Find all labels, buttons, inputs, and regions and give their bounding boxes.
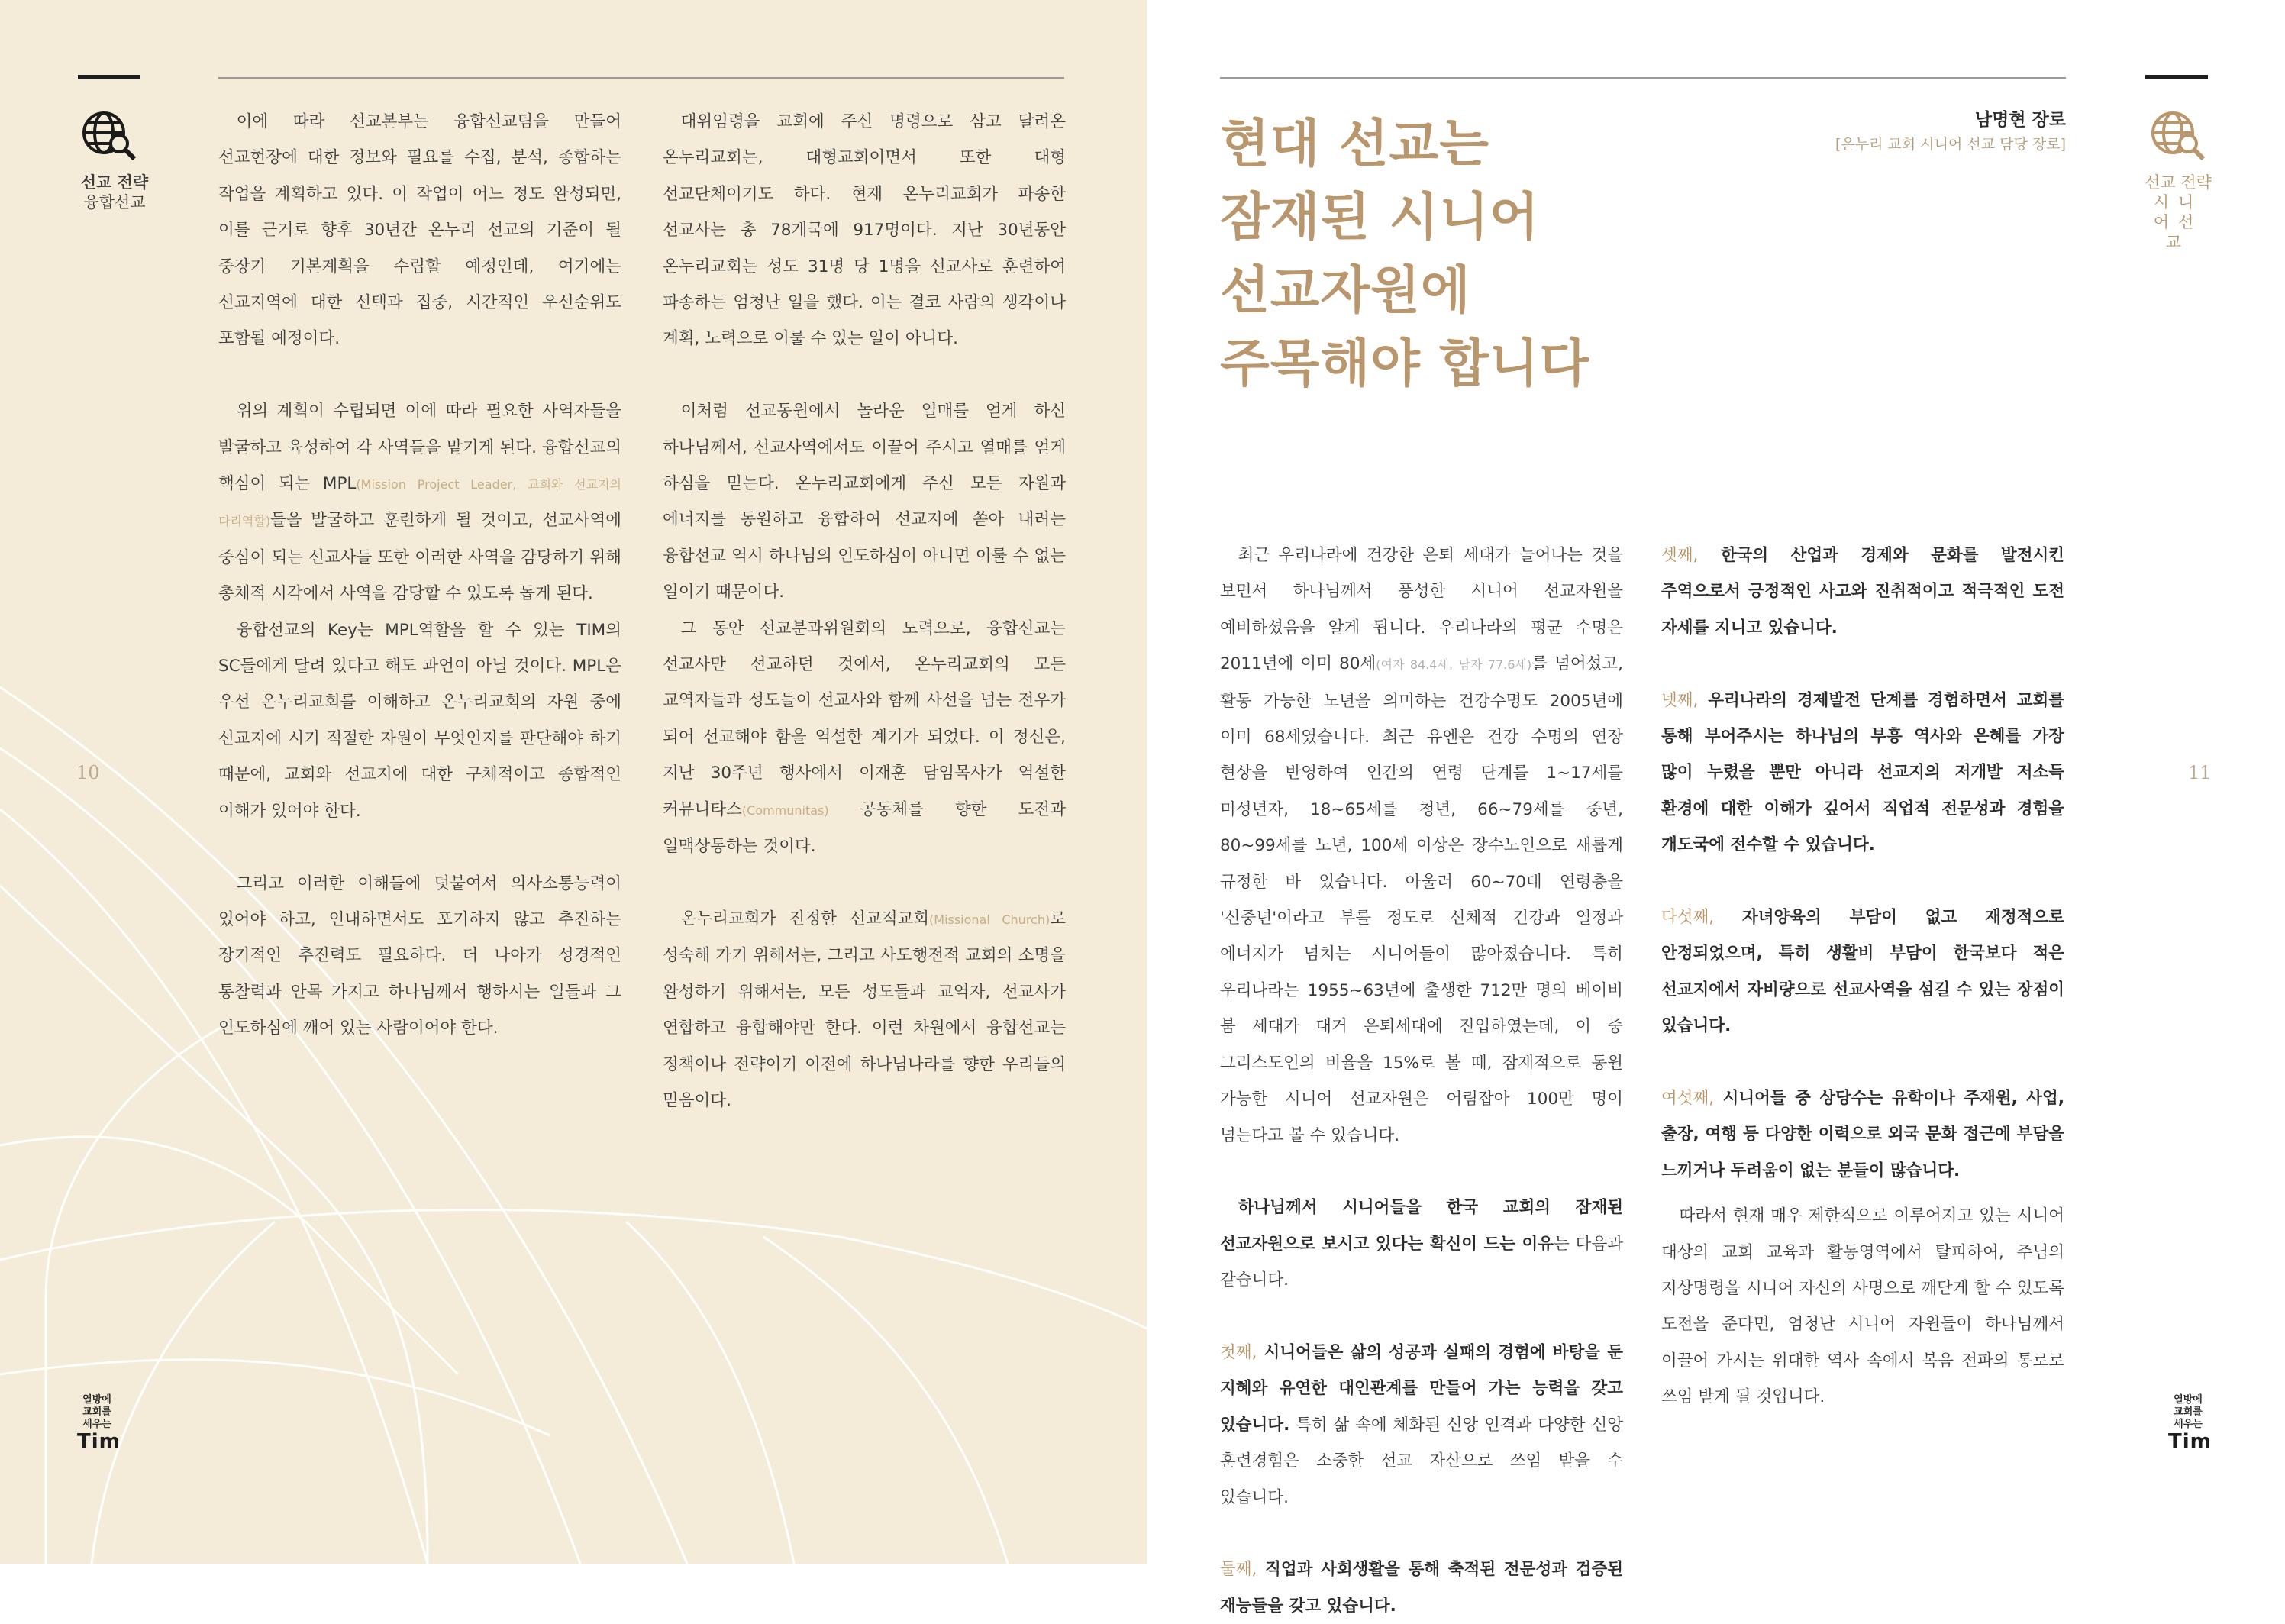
brand-line-2: 교회를 xyxy=(82,1406,111,1418)
paragraph: 이처럼 선교동원에서 놀라운 열매를 얻게 하신 하나님께서, 선교사역에서도 이끌어 주시고 열매를 얻게 하심을 믿는다. 온누리교회에게 주신 모든 자원과 에너지를 동원하고 융합하여 선교지에 쏟아 내려는 융합선교 역시 하나님의 인도하심이 아니면 이룰 수 없는 일이기 때문이다. xyxy=(663,402,1066,602)
headline-line: 현대 선교는 xyxy=(1220,114,1489,173)
author-role: [온누리 교회 시니어 선교 담당 장로] xyxy=(1835,136,2066,153)
brand-line-2: 교회를 xyxy=(2174,1406,2203,1418)
headline-line: 선교자원에 xyxy=(1220,260,1471,320)
paragraph: 따라서 현재 매우 제한적으로 이루어지고 있는 시니어 대상의 교회 교육과 활동영역에서 탈피하여, 주님의 지상명령을 시니어 자신의 사명으로 깨닫게 할 수 있도록 도전을 준다면, 엄청난 시니어 자원들이 하나님께서 이끌어 가시는 위대한 역사 속에서 복음 전파의 통로로 쓰임 받게 될 것입니다. xyxy=(1661,1206,2064,1407)
paragraph: 대위임령을 교회에 주신 명령으로 삼고 달려온 온누리교회는, 대형교회이면서 또한 대형 선교단체이기도 하다. 현재 온누리교회가 파송한 선교사는 총 78개국에 917명이다. 지난 30년동안 온누리교회는 성도 31명 당 1명을 선교사로 훈련하여 파송하는 엄청난 일을 했다. 이는 결코 사람의 생각이나 계획, 노력으로 이룰 수 있는 일이 아니다. xyxy=(663,112,1066,349)
right-column-2 xyxy=(1661,538,2064,1416)
section-title: 선교 전략 xyxy=(2145,173,2212,192)
section-rule xyxy=(2145,75,2208,79)
top-rule xyxy=(1220,77,2066,79)
left-column-1 xyxy=(218,104,621,1047)
brand-line-3: 세우는 xyxy=(2174,1419,2203,1430)
globe-search-icon xyxy=(2148,108,2209,162)
list-item: 첫째, 시니어들은 삶의 성공과 실패의 경험에 바탕을 둔 지혜와 유연한 대인관계를 만들어 가는 능력을 갖고 있습니다. 특히 삶 속에 체화된 신앙 인격과 다양한 신앙 훈련경험은 소중한 선교 자산으로 쓰임 받을 수 있습니다. xyxy=(1220,1342,1623,1507)
paragraph: 이에 따라 선교본부는 융합선교팀을 만들어 선교현장에 대한 정보와 필요를 수집, 분석, 종합하는 작업을 계획하고 있다. 이 작업이 어느 정도 완성되면, 이를 근거로 향후 30년간 온누리 선교의 기준이 될 중장기 기본계획을 수립할 예정인데, 여기에는 선교지역에 대한 선택과 집중, 시간적인 우선순위도 포함될 예정이다. xyxy=(218,112,621,349)
brand-line-1: 열방에 xyxy=(2174,1394,2203,1406)
brand-tim: Tim xyxy=(77,1430,121,1453)
brand-logo xyxy=(77,1394,121,1453)
page-number: 11 xyxy=(2188,762,2212,783)
paragraph: 융합선교의 Key는 MPL역할을 할 수 있는 TIM의 SC들에게 달려 있다고 해도 과언이 아닐 것이다. MPL은 우선 온누리교회를 이해하고 온누리교회의 자원 중에 선교지에 시기 적절한 자원이 무엇인지를 판단해야 하기 때문에, 교회와 선교지에 대한 구체적이고 종합적인 이해가 있어야 한다. xyxy=(218,620,621,821)
section-subtitle: 시니어선교 xyxy=(2153,193,2203,251)
page-number: 10 xyxy=(76,762,100,783)
paragraph: 그 동안 선교분과위원회의 노력으로, 융합선교는 선교사만 선교하던 것에서, 온누리교회의 모든 교역자들과 성도들이 선교사와 함께 사선을 넘는 전우가 되어 선교해야 함을 역설한 계기가 되었다. 이 정신은, 지난 30주년 행사에서 이재훈 담임목사가 역설한 커뮤니타스(Communitas) 공동체를 향한 도전과 일맥상통하는 것이다. xyxy=(663,618,1066,857)
section-subtitle: 융합선교 xyxy=(83,193,146,211)
headline-line: 주목해야 합니다 xyxy=(1220,334,1590,393)
list-item: 셋째, 한국의 산업과 경제와 문화를 발전시킨 주역으로서 긍정적인 사고와 진취적이고 적극적인 도전 자세를 지니고 있습니다. xyxy=(1661,546,2064,638)
brand-line-3: 세우는 xyxy=(82,1419,111,1430)
list-item: 넷째, 우리나라의 경제발전 단계를 경험하면서 교회를 통해 부어주시는 하나님의 부흥 역사와 은혜를 가장 많이 누렸을 뿐만 아니라 선교지의 저개발 저소득 환경에 대한 이해가 깊어서 직업적 전문성과 경험을 개도국에 전수할 수 있습니다. xyxy=(1661,690,2064,855)
list-item: 다섯째, 자녀양육의 부담이 없고 재정적으로 안정되었으며, 특히 생활비 부담이 한국보다 적은 선교지에서 자비량으로 선교사역을 섬길 수 있는 장점이 있습니다. xyxy=(1661,908,2064,1036)
right-page xyxy=(1147,0,2285,1616)
brand-tim: Tim xyxy=(2168,1430,2212,1453)
globe-search-icon xyxy=(79,108,140,162)
headline-line: 잠재된 시니어 xyxy=(1220,187,1540,247)
right-column-1 xyxy=(1220,538,1623,1624)
paragraph: 위의 계획이 수립되면 이에 따라 필요한 사역자들을 발굴하고 육성하여 각 사역들을 맡기게 된다. 융합선교의 핵심이 되는 MPL(Mission Project Leader, 교회와 선교지의 다리역할)들을 발굴하고 훈련하게 될 것이고, 선교사역에 중심이 되는 선교사들 또한 이러한 사역을 감당하기 위해 총체적 시각에서 사역을 감당할 수 있도록 돕게 된다. xyxy=(218,402,621,604)
paragraph: 최근 우리나라에 건강한 은퇴 세대가 늘어나는 것을 보면서 하나님께서 풍성한 시니어 선교자원을 예비하셨음을 알게 됩니다. 우리나라의 평균 수명은 2011년에 이미 80세(여자 84.4세, 남자 77.6세)를 넘어섰고, 활동 가능한 노년을 의미하는 건강수명도 2005년에 이미 68세였습니다. 최근 유엔은 건강 수명의 연장 현상을 반영하여 인간의 연령 단계를 1~17세를 미성년자, 18~65세를 청년, 66~79세를 중년, 80~99세를 노년, 100세 이상은 장수노인으로 새롭게 규정한 바 있습니다. 아울러 60~70대 연령층을 '신중년'이라고 부를 정도로 신체적 건강과 열정과 에너지가 넘치는 시니어들이 많아졌습니다. 특히 우리나라는 1955~63년에 출생한 712만 명의 베이비 붐 세대가 대거 은퇴세대에 진입하였는데, 이 중 그리스도인의 비율을 15%로 볼 때, 잠재적으로 동원 가능한 시니어 선교자원은 어림잡아 100만 명이 넘는다고 볼 수 있습니다. xyxy=(1220,546,1623,1145)
section-title: 선교 전략 xyxy=(80,173,149,192)
left-column-2 xyxy=(663,104,1066,1119)
brand-logo xyxy=(2168,1394,2212,1453)
top-rule xyxy=(218,77,1064,79)
paragraph: 온누리교회가 진정한 선교적교회(Missional Church)로 성숙해 가기 위해서는, 그리고 사도행전적 교회의 소명을 완성하기 위해서는, 모든 성도들과 교역자, 선교사가 연합하고 융합해야만 한다. 이런 차원에서 융합선교는 정책이나 전략이기 이전에 하나님나라를 향한 우리들의 믿음이다. xyxy=(663,909,1066,1110)
left-page xyxy=(0,0,1147,1564)
paragraph: 그리고 이러한 이해들에 덧붙여서 의사소통능력이 있어야 하고, 인내하면서도 포기하지 않고 추진하는 장기적인 추진력도 필요하다. 더 나아가 성경적인 통찰력과 안목 가지고 하나님께서 행하시는 일들과 그 인도하심에 깨어 있는 사람이어야 한다. xyxy=(218,873,621,1038)
list-item: 여섯째, 시니어들 중 상당수는 유학이나 주재원, 사업, 출장, 여행 등 다양한 이력으로 외국 문화 접근에 부담을 느끼거나 두려움이 없는 분들이 많습니다. xyxy=(1661,1089,2064,1180)
paragraph: 하나님께서 시니어들을 한국 교회의 잠재된 선교자원으로 보시고 있다는 확신이 드는 이유는 다음과 같습니다. xyxy=(1220,1198,1623,1290)
brand-line-1: 열방에 xyxy=(82,1394,111,1406)
author-name: 남명현 장로 xyxy=(1974,110,2066,130)
list-item: 둘째, 직업과 사회생활을 통해 축적된 전문성과 검증된 재능들을 갖고 있습니다. xyxy=(1220,1560,1623,1616)
headline xyxy=(1220,107,1754,400)
section-rule xyxy=(78,75,140,79)
